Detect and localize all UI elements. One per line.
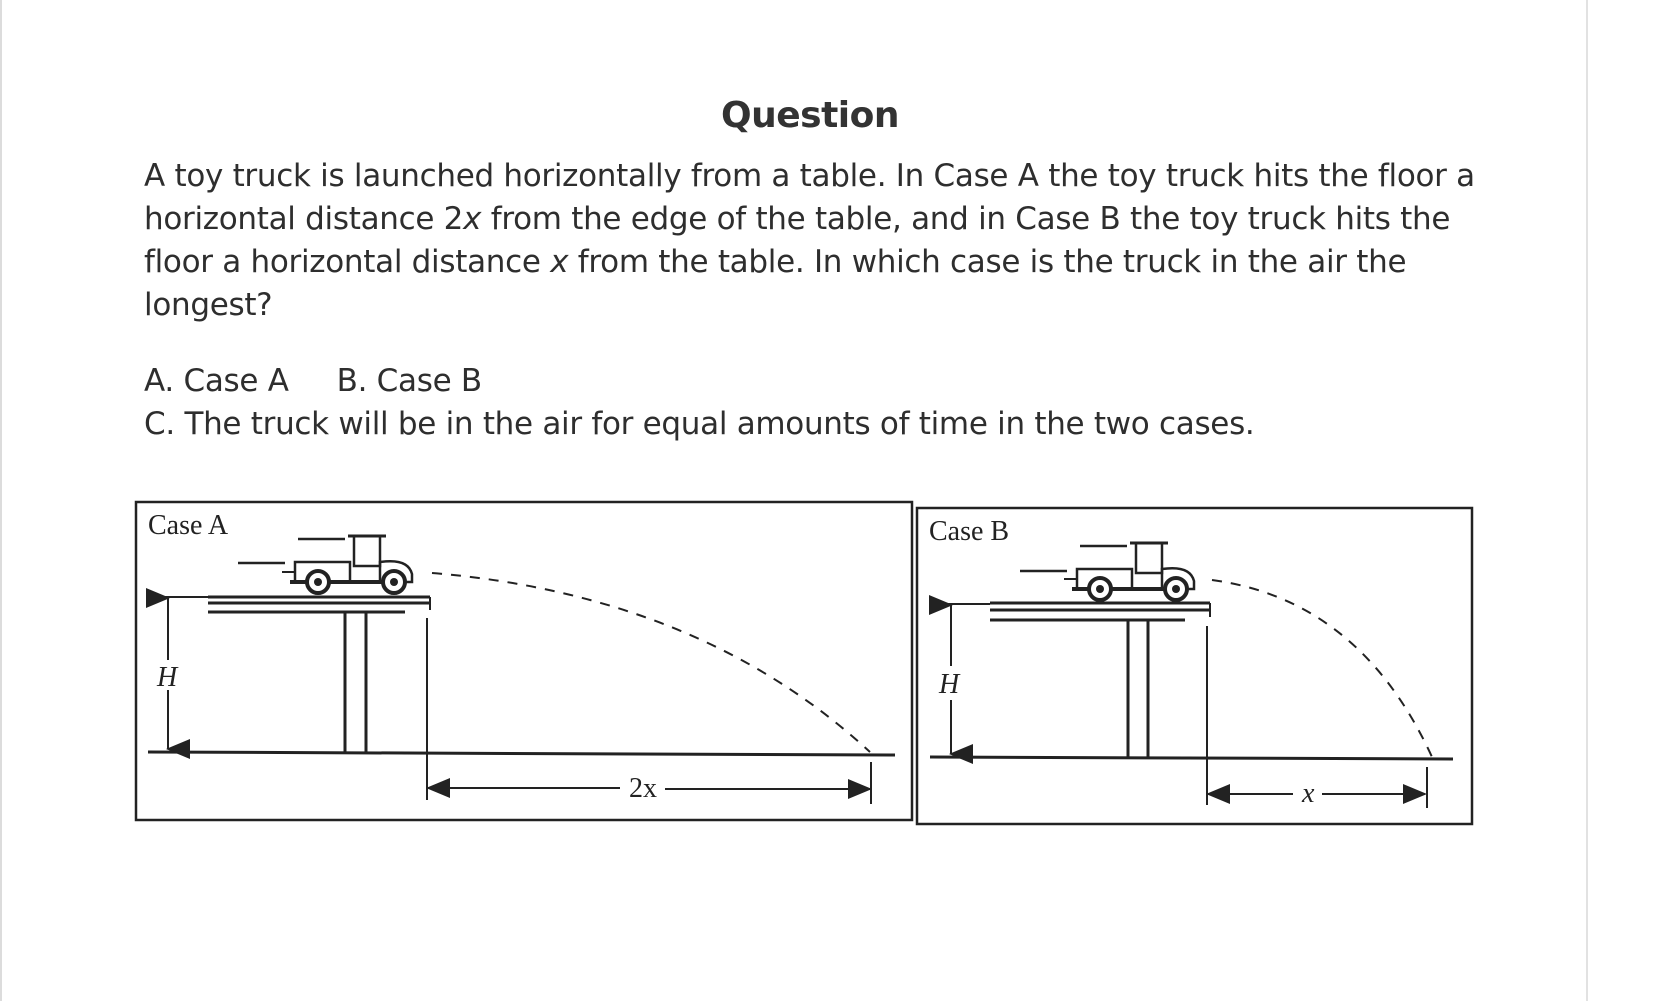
choice-a[interactable]: A. Case A (144, 363, 289, 399)
case-b-trajectory (1212, 580, 1432, 757)
question-line-1: A toy truck is launched horizontally from a table. In Case A the toy truck hits the floor a (144, 158, 1475, 194)
case-b-floor (930, 757, 1453, 759)
case-b-height-label: H (939, 669, 960, 700)
case-b-label: Case B (929, 516, 1010, 547)
case-b-truck-icon (1064, 543, 1194, 600)
case-a-label: Case A (148, 510, 229, 541)
case-a-truck-icon (282, 536, 412, 593)
question-line-3-end: from the table. In which case is the truck in the air the (568, 244, 1407, 280)
choice-c[interactable]: C. The truck will be in the air for equal amounts of time in the two cases. (144, 406, 1255, 442)
case-a-distance-label: 2x (629, 773, 657, 804)
question-line-2-variable: x (463, 201, 482, 237)
case-b-distance-label: x (1302, 778, 1315, 809)
case-a-panel (136, 502, 912, 820)
case-a-height-label: H (157, 662, 178, 693)
question-title: Question (721, 95, 899, 136)
question-line-3-variable: x (550, 244, 569, 280)
case-b-panel (917, 508, 1472, 824)
choice-b[interactable]: B. Case B (336, 363, 482, 399)
question-line-4: longest? (144, 287, 273, 323)
question-line-3-start: floor a horizontal distance (144, 244, 551, 280)
case-a-floor (148, 752, 895, 755)
case-b-frame (917, 508, 1472, 824)
case-a-trajectory (432, 573, 870, 752)
case-a-frame (136, 502, 912, 820)
question-line-2-end: from the edge of the table, and in Case B the toy truck hits the (481, 201, 1451, 237)
question-line-2-start: horizontal distance 2 (144, 201, 464, 237)
